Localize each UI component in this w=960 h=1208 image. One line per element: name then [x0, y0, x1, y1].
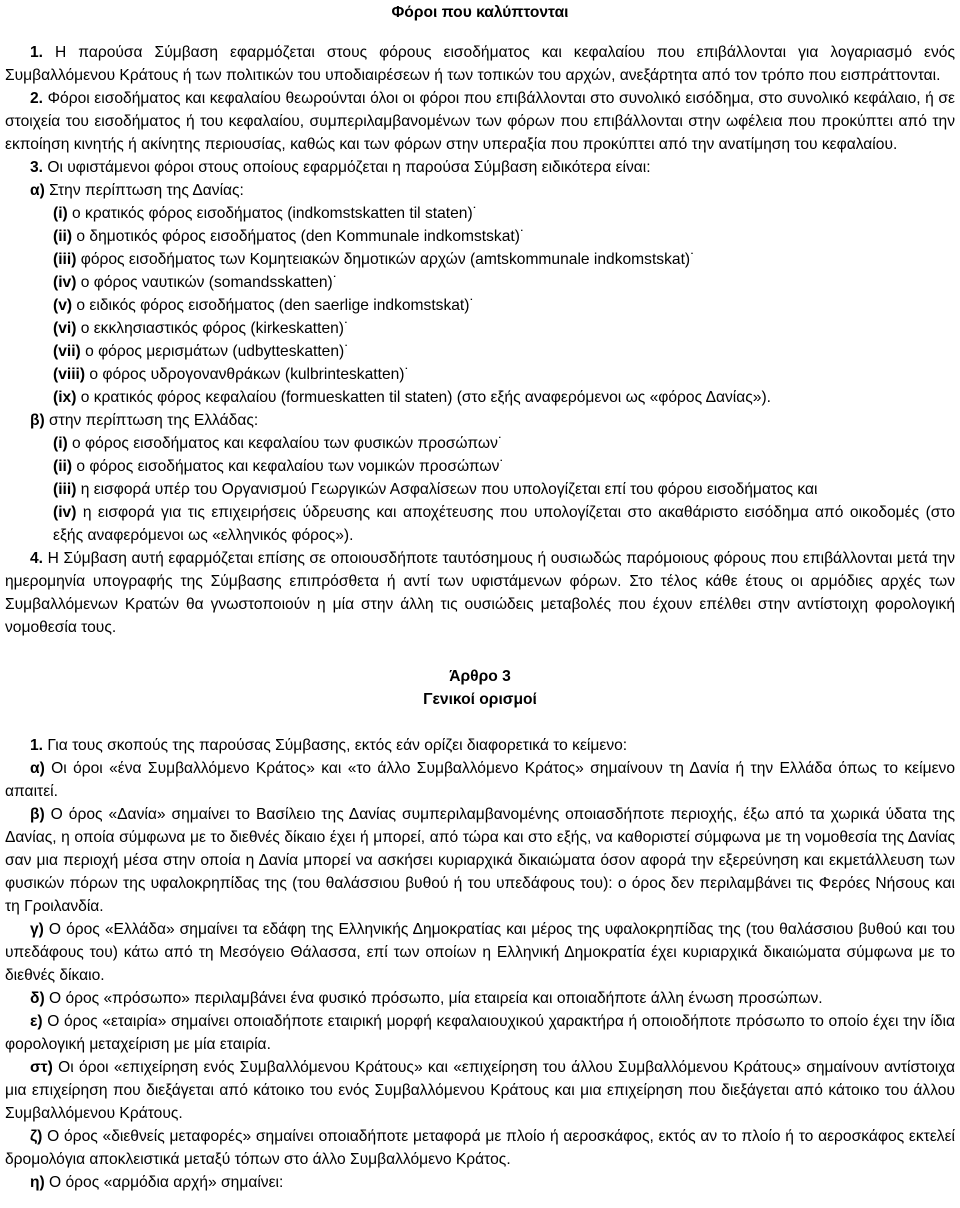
- item-number: (iv): [53, 274, 77, 291]
- paragraph-number: 1.: [30, 44, 44, 61]
- denmark-tax-item: [5, 225, 955, 248]
- denmark-heading: [5, 179, 955, 202]
- paragraph-number: 3.: [30, 159, 44, 176]
- item-text: ο φόρος υδρογονανθράκων (kulbrinteskatten)˙: [85, 366, 410, 383]
- denmark-tax-item: [5, 363, 955, 386]
- definition-label: β): [30, 806, 45, 823]
- item-text: ο φόρος εισοδήματος και κεφαλαίου των φυσικών προσώπων˙: [67, 435, 504, 452]
- paragraph-text: Φόροι εισοδήματος και κεφαλαίου θεωρούνται όλοι οι φόροι που επιβάλλονται στο συνολικό εισόδημα, στο συνολικό κεφάλαιο, ή σε στοιχεία του εισοδήματος ή του κεφαλαίου, συμπεριλαμβανομένων των φόρων που επιβάλλονται στην ωφέλεια που προκύπτει από την εκποίηση κινητής ή ακίνητης περιουσίας, καθώς και των φόρων στην υπεραξία που προκύπτει από την ανατίμηση του κεφαλαίου.: [5, 90, 955, 153]
- definition-label: δ): [30, 990, 45, 1007]
- definition-text: Ο όρος «πρόσωπο» περιλαμβάνει ένα φυσικό πρόσωπο, μία εταιρεία και οποιαδήποτε άλλη ένωση προσώπων.: [44, 990, 823, 1007]
- definition-label: α): [30, 760, 45, 777]
- clause-text: στην περίπτωση της Ελλάδας:: [44, 412, 259, 429]
- item-number: (ii): [53, 228, 73, 245]
- definition-text: Ο όρος «διεθνείς μεταφορές» σημαίνει οποιαδήποτε μεταφορά με πλοίο ή αεροσκάφος, εκτός αν το πλοίο ή το αεροσκάφος εκτελεί δρομολόγια αποκλειστικά μεταξύ τόπων στο άλλο Συμβαλλόμενο Κράτος.: [5, 1128, 955, 1168]
- definition-eta: [5, 1171, 955, 1194]
- article-heading: [5, 665, 955, 711]
- paragraph-text: Η παρούσα Σύμβαση εφαρμόζεται στους φόρους εισοδήματος και κεφαλαίου που επιβάλλονται για λογαριασμό ενός Συμβαλλόμενου Κράτους ή των πολιτικών του υποδιαιρέσεων ή των τοπικών του αρχών, ανεξάρτητα από τον τρόπο που εισπράττονται.: [5, 44, 955, 84]
- denmark-tax-item: [5, 294, 955, 317]
- clause-label: α): [30, 182, 45, 199]
- definition-text: Ο όρος «αρμόδια αρχή» σημαίνει:: [44, 1174, 284, 1191]
- article-3-paragraph-1: [5, 734, 955, 757]
- item-number: (iii): [53, 481, 77, 498]
- clause-label: β): [30, 412, 45, 429]
- paragraph-number: 1.: [30, 737, 44, 754]
- definition-text: Ο όρος «Δανία» σημαίνει το Βασίλειο της Δανίας συμπεριλαμβανομένης οποιασδήποτε περιοχής, έξω από τα χωρικά ύδατα της Δανίας, η οποία σύμφωνα με το διεθνές δίκαιο έχει ή μπορεί, από τώρα και στο εξής, να καθοριστεί σύμφωνα με τη νομοθεσία της Δανίας σαν μια περιοχή μέσα στην οποία η Δανία μπορεί να ασκήσει κυριαρχικά δικαιώματα όσον αφορά την εξερεύνηση και εκμετάλλευση των φυσικών πόρων της υφαλοκρηπίδας της (του θαλάσσιου βυθού ή του υπεδάφους του): ο όρος δεν περιλαμβάνει τις Φερόες Νήσους και τη Γροιλανδία.: [5, 806, 955, 915]
- item-number: (vii): [53, 343, 81, 360]
- denmark-tax-item: [5, 317, 955, 340]
- item-text: ο ειδικός φόρος εισοδήματος (den saerlige indkomstskat)˙: [72, 297, 475, 314]
- definition-label: η): [30, 1174, 45, 1191]
- item-text: ο φόρος μερισμάτων (udbytteskatten)˙: [80, 343, 350, 360]
- item-text: ο φόρος εισοδήματος και κεφαλαίου των νομικών προσώπων˙: [72, 458, 505, 475]
- definition-label: ζ): [30, 1128, 43, 1145]
- definition-alpha: [5, 757, 955, 803]
- denmark-tax-item: [5, 248, 955, 271]
- definition-label: γ): [30, 921, 44, 938]
- item-text: φόρος εισοδήματος των Κομητειακών δημοτικών αρχών (amtskommunale indkomstskat)˙: [76, 251, 696, 268]
- paragraph-4: [5, 547, 955, 639]
- paragraph-2: [5, 87, 955, 156]
- article-title: Γενικοί ορισμοί: [423, 691, 537, 708]
- paragraph-text: Για τους σκοπούς της παρούσας Σύμβασης, εκτός εάν ορίζει διαφορετικά το κείμενο:: [43, 737, 628, 754]
- item-number: (iii): [53, 251, 77, 268]
- item-text: η εισφορά υπέρ του Οργανισμού Γεωργικών Ασφαλίσεων που υπολογίζεται επί του φόρου εισοδήματος και: [76, 481, 818, 498]
- paragraph-text: Η Σύμβαση αυτή εφαρμόζεται επίσης σε οποιουσδήποτε ταυτόσημους ή ουσιωδώς παρόμοιους φόρους που επιβάλλονται μετά την ημερομηνία υπογραφής της Σύμβασης επιπρόσθετα ή αντί των υφιστάμενων φόρων. Στο τέλος κάθε έτους οι αρμόδιες αρχές των Συμβαλλόμενων Κρατών θα γνωστοποιούν η μία στην άλλη τις ουσιώδεις μεταβολές που έχουν επέλθει στην αντίστοιχη φορολογική νομοθεσία τους.: [5, 550, 955, 636]
- item-number: (i): [53, 435, 68, 452]
- definition-text: Ο όρος «εταιρία» σημαίνει οποιαδήποτε εταιρική μορφή κεφαλαιουχικού χαρακτήρα ή οποιοδήποτε πρόσωπο το οποίο έχει την ίδια φορολογική μεταχείριση με μία εταιρία.: [5, 1013, 955, 1053]
- clause-text: Στην περίπτωση της Δανίας:: [44, 182, 244, 199]
- denmark-tax-item: [5, 202, 955, 225]
- item-number: (ii): [53, 458, 73, 475]
- greece-tax-item: [5, 501, 955, 547]
- item-number: (v): [53, 297, 73, 314]
- item-number: (iv): [53, 504, 77, 521]
- item-number: (viii): [53, 366, 86, 383]
- definition-epsilon: [5, 1010, 955, 1056]
- section-title: Φόροι που καλύπτονται: [391, 4, 569, 21]
- item-text: ο εκκλησιαστικός φόρος (kirkeskatten)˙: [76, 320, 350, 337]
- paragraph-3: [5, 156, 955, 179]
- definition-text: Οι όροι «ένα Συμβαλλόμενο Κράτος» και «το άλλο Συμβαλλόμενο Κράτος» σημαίνουν τη Δανία ή την Ελλάδα όπως το κείμενο απαιτεί.: [5, 760, 955, 800]
- item-text: ο κρατικός φόρος εισοδήματος (indkomstskatten til staten)˙: [67, 205, 478, 222]
- definition-stigma: [5, 1056, 955, 1125]
- item-number: (ix): [53, 389, 77, 406]
- item-text: η εισφορά για τις επιχειρήσεις ύδρευσης και αποχέτευσης που υπολογίζεται στο ακαθάριστο εισόδημα από οικοδομές (στο εξής αναφερόμενοι ως «ελληνικός φόρος»).: [53, 504, 955, 544]
- article-number: Άρθρο 3: [449, 668, 511, 685]
- paragraph-1: [5, 41, 955, 87]
- paragraph-number: 2.: [30, 90, 44, 107]
- item-text: ο κρατικός φόρος κεφαλαίου (formueskatten til staten) (στο εξής αναφερόμενοι ως «φόρος Δανίας»).: [76, 389, 771, 406]
- greece-heading: [5, 409, 955, 432]
- item-text: ο δημοτικός φόρος εισοδήματος (den Kommunale indkomstskat)˙: [72, 228, 526, 245]
- definition-zeta: [5, 1125, 955, 1171]
- greece-tax-item: [5, 478, 955, 501]
- definition-delta: [5, 987, 955, 1010]
- definition-text: Ο όρος «Ελλάδα» σημαίνει τα εδάφη της Ελληνικής Δημοκρατίας και μέρος της υφαλοκρηπίδας της (του θαλάσσιου βυθού και του υπεδάφους του) κάτω από τη Μεσόγειο Θάλασσα, επί των οποίων η Ελληνική Δημοκρατία έχει κυριαρχικά δικαιώματα σύμφωνα με το διεθνές δίκαιο.: [5, 921, 955, 984]
- denmark-tax-item: [5, 271, 955, 294]
- item-number: (i): [53, 205, 68, 222]
- denmark-tax-item: [5, 386, 955, 409]
- item-number: (vi): [53, 320, 77, 337]
- greece-tax-item: [5, 455, 955, 478]
- definition-gamma: [5, 918, 955, 987]
- definition-text: Οι όροι «επιχείρηση ενός Συμβαλλόμενου Κράτους» και «επιχείρηση του άλλου Συμβαλλόμενου Κράτους» σημαίνουν αντίστοιχα μια επιχείρηση που διεξάγεται από κάτοικο του ενός Συμβαλλόμενου Κράτους και μια επιχείρηση που διεξάγεται από κάτοικο του άλλου Συμβαλλόμενου Κράτους.: [5, 1059, 955, 1122]
- definition-beta: [5, 803, 955, 918]
- definition-label: ε): [30, 1013, 43, 1030]
- paragraph-text: Οι υφιστάμενοι φόροι στους οποίους εφαρμόζεται η παρούσα Σύμβαση ειδικότερα είναι:: [43, 159, 651, 176]
- item-text: ο φόρος ναυτικών (somandsskatten)˙: [76, 274, 338, 291]
- greece-tax-item: [5, 432, 955, 455]
- denmark-tax-item: [5, 340, 955, 363]
- paragraph-number: 4.: [30, 550, 44, 567]
- definition-label: στ): [30, 1059, 53, 1076]
